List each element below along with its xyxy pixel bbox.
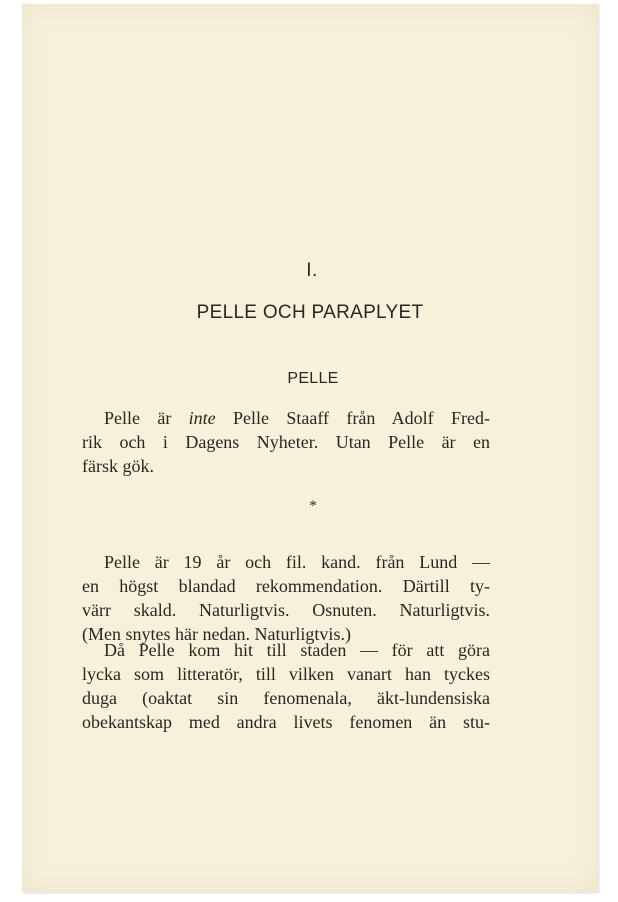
paragraph-1-line-3: färsk gök. bbox=[82, 456, 154, 476]
paragraph-2-line-2: en högst blandad rekommendation. Därtill ty- bbox=[82, 576, 490, 596]
section-separator: * bbox=[309, 498, 317, 514]
paragraph-1-line-1: Pelle är inte Pelle Staaff från Adolf Fred- bbox=[104, 408, 490, 428]
paragraph-2 bbox=[82, 550, 490, 646]
paragraph-3-line-1: Då Pelle kom hit till staden — för att göra bbox=[104, 640, 490, 660]
paragraph-3-line-4: obekantskap med andra livets fenomen än stu- bbox=[82, 712, 490, 732]
chapter-title: PELLE OCH PARAPLYET bbox=[196, 302, 424, 323]
book-page bbox=[22, 4, 598, 892]
paragraph-3 bbox=[82, 638, 490, 734]
chapter-number: I. bbox=[306, 260, 318, 281]
section-title: PELLE bbox=[287, 370, 339, 387]
paragraph-3-line-2: lycka som litteratör, till vilken vanart han tyckes bbox=[82, 664, 490, 684]
paragraph-2-line-3: värr skald. Naturligtvis. Osnuten. Naturligtvis. bbox=[82, 600, 490, 620]
paragraph-2-line-4: (Men snytes här nedan. Naturligtvis.) bbox=[82, 624, 351, 644]
paragraph-3-line-3: duga (oaktat sin fenomenala, äkt-lundensiska bbox=[82, 688, 490, 708]
emphasis-text: inte bbox=[188, 408, 216, 428]
paragraph-1-line-2: rik och i Dagens Nyheter. Utan Pelle är en bbox=[82, 432, 490, 452]
paragraph-2-line-1: Pelle är 19 år och fil. kand. från Lund — bbox=[104, 552, 490, 572]
paragraph-1 bbox=[82, 406, 490, 478]
